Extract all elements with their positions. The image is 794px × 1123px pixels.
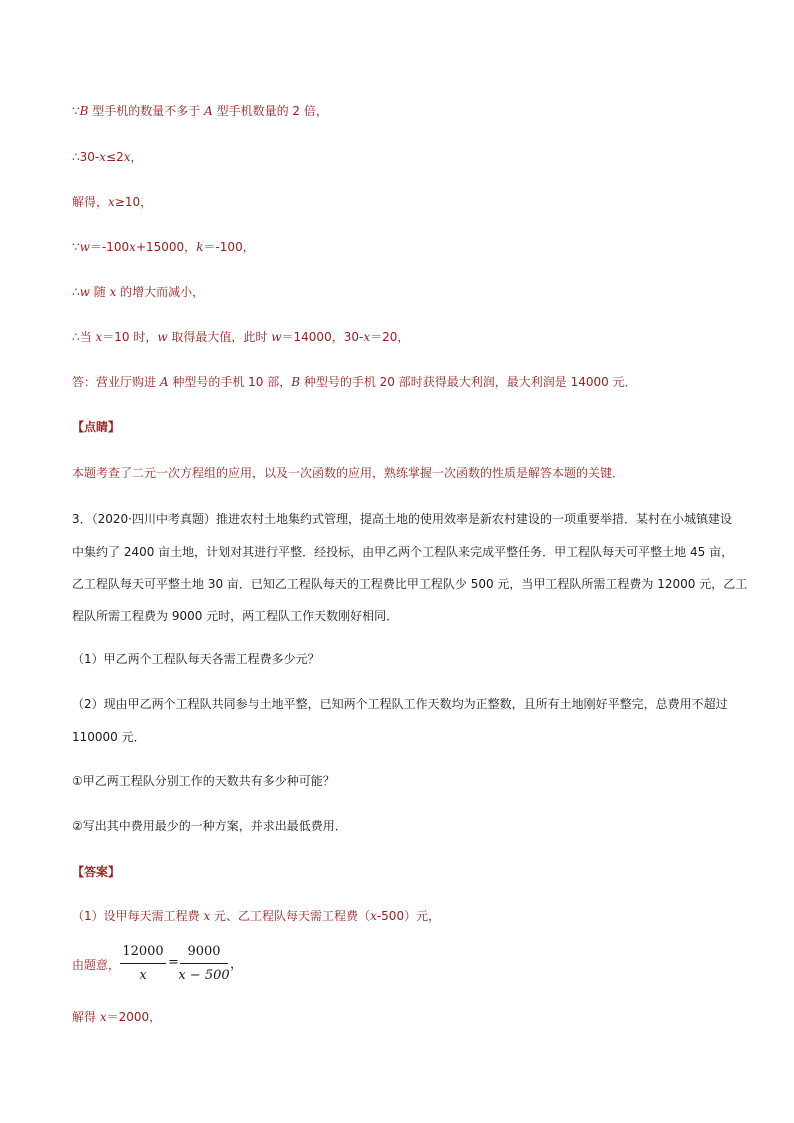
line-inequality: ∴30-x≤2x， [72, 150, 143, 164]
fraction-bar [120, 963, 166, 964]
fraction-9000-over-x-minus-500 [178, 944, 230, 984]
line-w-decreasing: ∴w 随 x 的增大而减小， [72, 285, 205, 299]
line-answer-conclusion: 答：营业厅购进 A 种型号的手机 10 部，B 种型号的手机 20 部时获得最大利润，最大利润是 14000 元． [72, 375, 637, 389]
part-2-sub-ii: ②写出其中费用最少的一种方案，并求出最低费用． [72, 819, 347, 833]
fraction-denominator: x [139, 968, 147, 983]
equals-sign: = [168, 955, 179, 970]
fraction-bar [180, 963, 228, 964]
part-1-question: （1）甲乙两个工程队每天各需工程费多少元？ [72, 652, 320, 666]
fraction-12000-over-x [118, 944, 168, 984]
question-3-line-4: 程队所需工程费为 9000 元时，两工程队工作天数刚好相同． [72, 609, 399, 623]
heading-daan: 【答案】 [72, 865, 121, 879]
fraction-numerator: 9000 [187, 944, 221, 959]
summary-text: 本题考查了二元一次方程组的应用，以及一次函数的应用，熟练掌握一次函数的性质是解答本题的关键． [72, 466, 625, 480]
equation-prefix: 由题意， [72, 958, 121, 972]
fraction-numerator: 12000 [122, 944, 164, 959]
line-solve-x: 解得，x≥10， [72, 195, 153, 209]
line-max-value: ∴当 x＝10 时，w 取得最大值，此时 w＝14000，30-x＝20， [72, 330, 410, 344]
question-3-line-3: 乙工程队每天可平整土地 30 亩．已知乙工程队每天的工程费比甲工程队少 500 元，当甲工程队所需工程费为 12000 元，乙工 [72, 577, 748, 591]
part-2-question-line-2: 110000 元． [72, 730, 146, 744]
part-2-sub-i: ①甲乙两工程队分别工作的天数共有多少种可能？ [72, 774, 335, 788]
fraction-denominator: x − 500 [178, 968, 230, 983]
line-b-condition: ∵B 型手机的数量不多于 A 型手机数量的 2 倍， [72, 104, 328, 118]
solution-x: 解得 x＝2000， [72, 1010, 162, 1024]
heading-dianjing: 【点睛】 [72, 420, 121, 434]
equation-comma: ， [230, 957, 244, 972]
question-3-line-2: 中集约了 2400 亩土地，计划对其进行平整．经投标，由甲乙两个工程队来完成平整任务．甲工程队每天可平整土地 45 亩， [72, 545, 734, 559]
line-w-function: ∵w＝-100x+15000，k＝-100， [72, 240, 255, 254]
answer-part-1-setup: （1）设甲每天需工程费 x 元、乙工程队每天需工程费（x-500）元， [72, 909, 441, 923]
part-2-question-line-1: （2）现由甲乙两个工程队共同参与土地平整，已知两个工程队工作天数均为正整数，且所有土地刚好平整完，总费用不超过 [72, 697, 728, 711]
question-3-line-1: 3．（2020·四川中考真题）推进农村土地集约式管理，提高土地的使用效率是新农村建设的一项重要举措．某村在小城镇建设 [72, 512, 732, 526]
